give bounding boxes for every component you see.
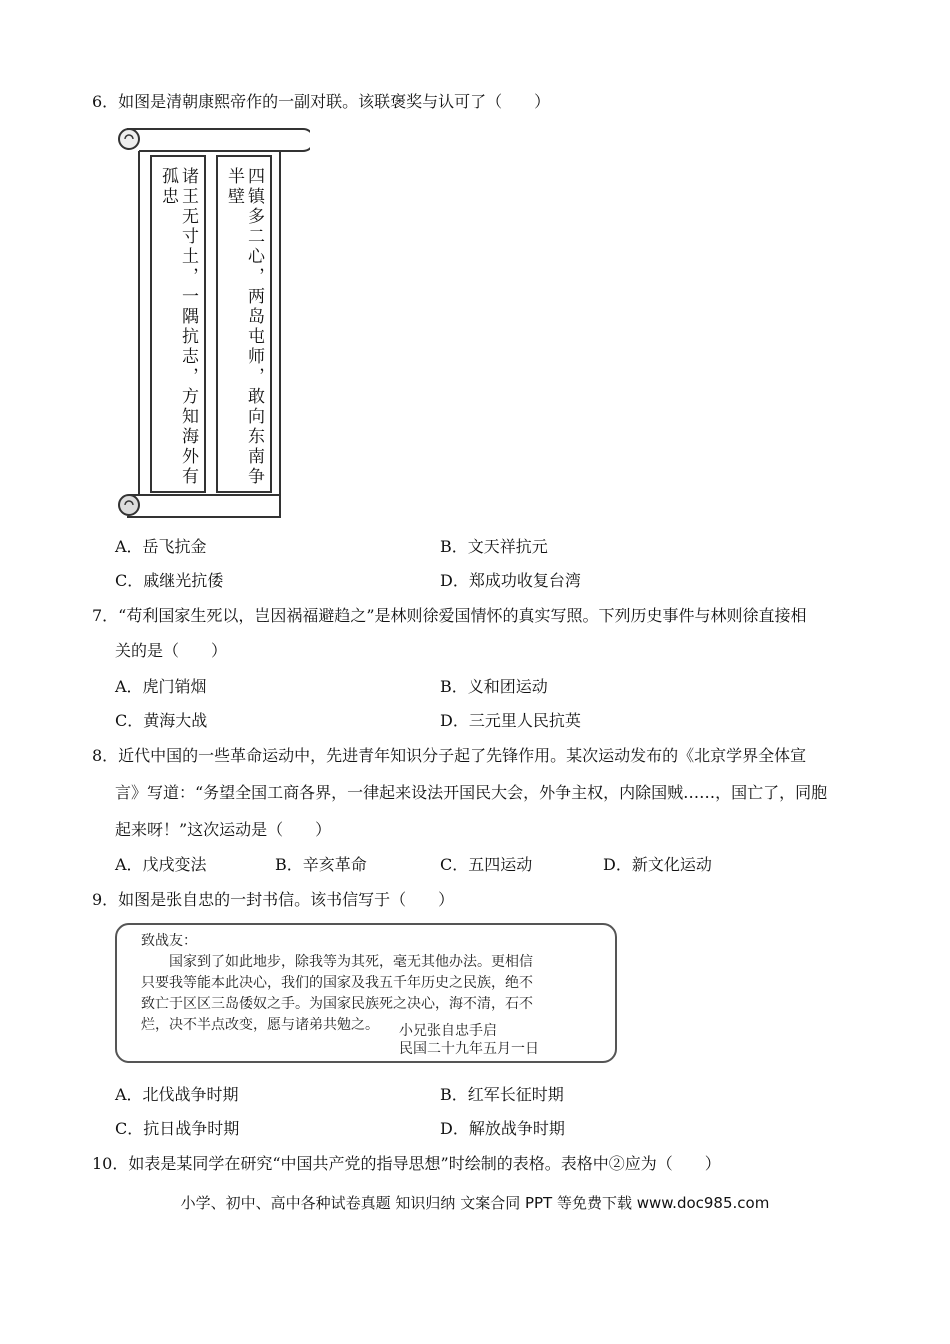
q9-option-c[interactable]: C．抗日战争时期 <box>115 1119 240 1138</box>
q8-option-c[interactable]: C．五四运动 <box>440 855 533 874</box>
q6-option-b[interactable]: B．文天祥抗元 <box>440 537 548 556</box>
question-8-stem-line3: 起来呀！”这次运动是（ ） <box>115 820 332 839</box>
couplet-left-text: 诸王无寸土，一隅抗志，方知海外有孤忠 <box>158 167 198 487</box>
q7-option-a[interactable]: A．虎门销烟 <box>115 677 207 696</box>
q6-option-d[interactable]: D．郑成功收复台湾 <box>440 571 581 590</box>
q7-option-c[interactable]: C．黄海大战 <box>115 711 208 730</box>
page-footer: 小学、初中、高中各种试卷真题 知识归纳 文案合同 PPT 等免费下载 www.doc985.com <box>180 1194 770 1212</box>
scroll-frame-icon <box>115 125 310 520</box>
q8-option-b[interactable]: B．辛亥革命 <box>275 855 367 874</box>
zhang-zizhong-letter-image <box>115 923 617 1063</box>
couplet-right-text: 四镇多二心，两岛屯师，敢向东南争半壁 <box>224 167 264 487</box>
q6-option-a[interactable]: A．岳飞抗金 <box>115 537 207 556</box>
question-8-stem-line1: 8．近代中国的一些革命运动中，先进青年知识分子起了先锋作用。某次运动发布的《北京学界全体宣 <box>92 746 807 765</box>
q8-option-d[interactable]: D．新文化运动 <box>603 855 712 874</box>
q9-option-a[interactable]: A．北伐战争时期 <box>115 1085 239 1104</box>
letter-line: 只要我等能本此决心，我们的国家及我五千年历史之民族，绝不 <box>141 975 533 991</box>
q9-option-d[interactable]: D．解放战争时期 <box>440 1119 565 1138</box>
question-7-stem-line2: 关的是（ ） <box>115 641 228 660</box>
q6-option-c[interactable]: C．戚继光抗倭 <box>115 571 224 590</box>
letter-salutation: 致战友： <box>141 933 197 949</box>
question-6-stem: 6．如图是清朝康熙帝作的一副对联。该联褒奖与认可了（ ） <box>92 92 551 111</box>
q7-option-d[interactable]: D．三元里人民抗英 <box>440 711 581 730</box>
q8-option-a[interactable]: A．戊戌变法 <box>115 855 207 874</box>
q9-option-b[interactable]: B．红军长征时期 <box>440 1085 564 1104</box>
question-9-stem: 9．如图是张自忠的一封书信。该书信写于（ ） <box>92 890 455 909</box>
question-10-stem: 10．如表是某同学在研究“中国共产党的指导思想”时绘制的表格。表格中②应为（ ） <box>92 1154 721 1173</box>
question-8-stem-line2: 言》写道：“务望全国工商各界，一律起来设法开国民大会，外争主权，内除国贼……，国亡了，同胞 <box>115 783 828 802</box>
couplet-scroll-image <box>115 125 310 520</box>
couplet-left-panel <box>150 155 206 493</box>
letter-signature: 小兄张自忠手启 <box>399 1023 497 1039</box>
q7-option-b[interactable]: B．义和团运动 <box>440 677 548 696</box>
letter-line: 国家到了如此地步，除我等为其死，毫无其他办法。更相信 <box>169 954 533 970</box>
letter-date: 民国二十九年五月一日 <box>399 1041 539 1057</box>
letter-line: 致亡于区区三岛倭奴之手。为国家民族死之决心，海不清，石不 <box>141 996 533 1012</box>
letter-line: 烂，决不半点改变，愿与诸弟共勉之。 <box>141 1017 379 1033</box>
question-7-stem-line1: 7．“苟利国家生死以，岂因祸福避趋之”是林则徐爱国情怀的真实写照。下列历史事件与林则徐直接相 <box>92 606 807 625</box>
couplet-right-panel <box>216 155 272 493</box>
